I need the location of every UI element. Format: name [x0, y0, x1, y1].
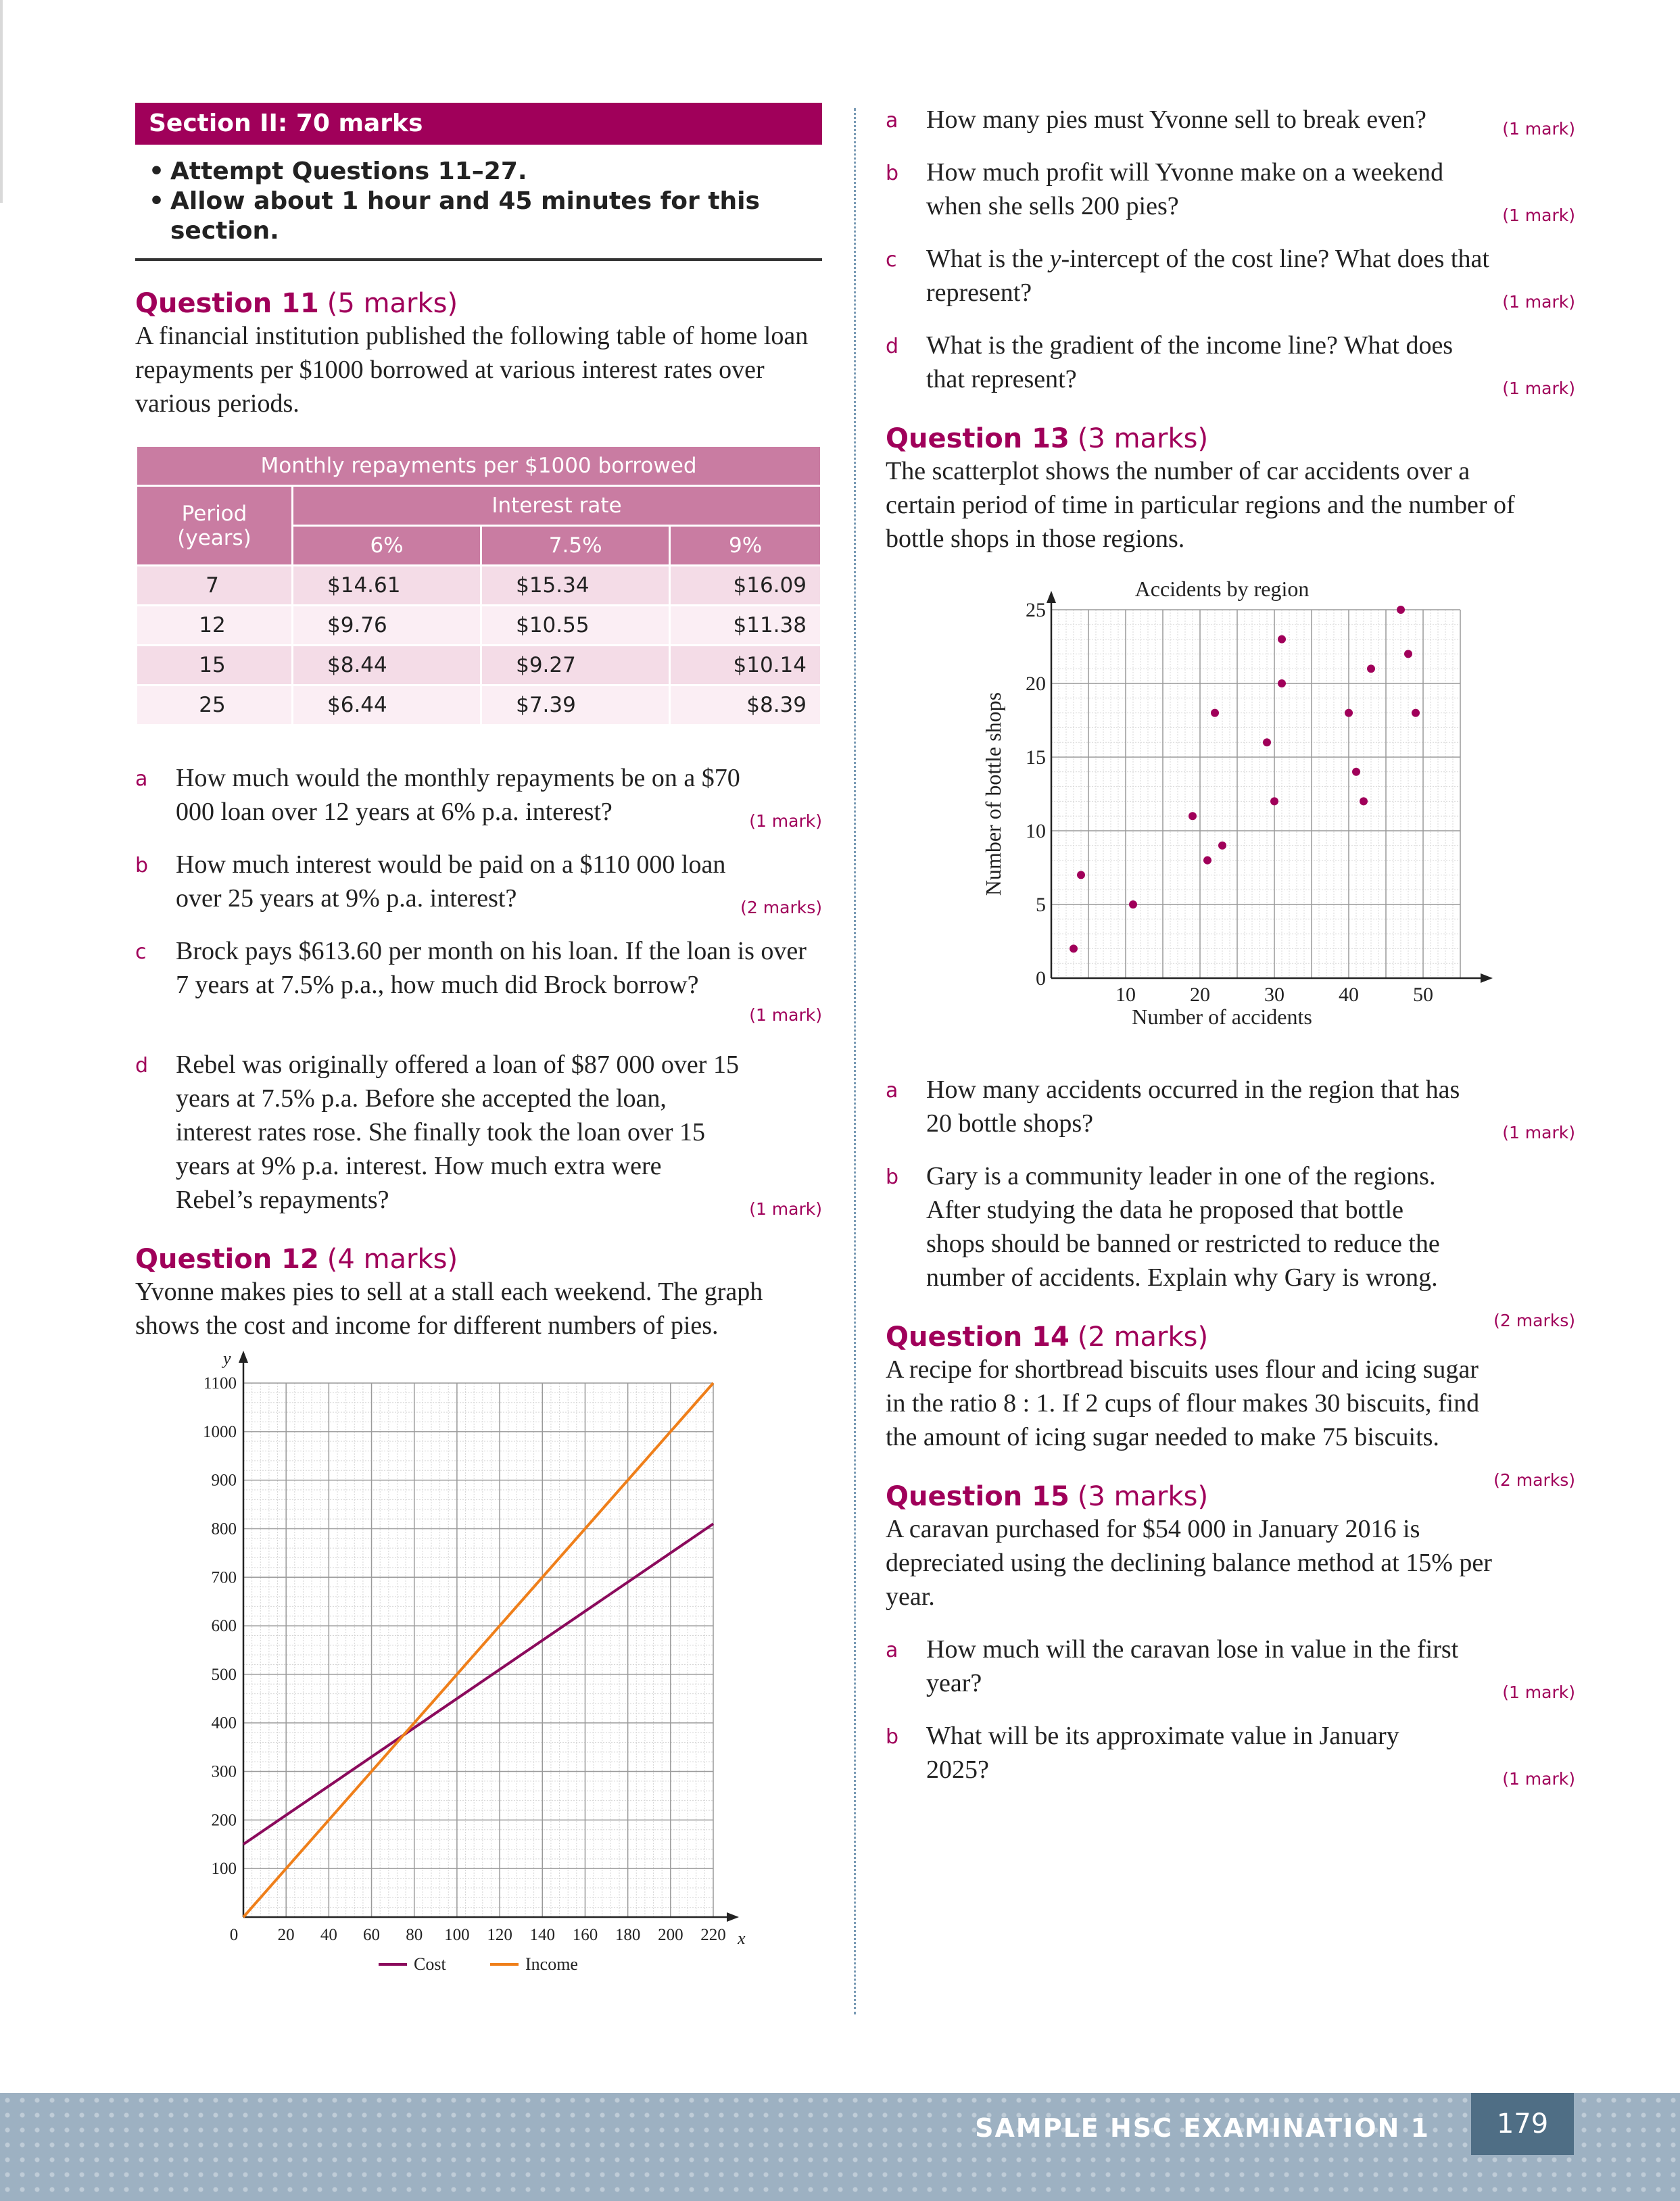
footer-title: SAMPLE HSC EXAMINATION 1 — [975, 2113, 1430, 2143]
x-tick-label: 220 — [700, 1926, 726, 1944]
part-letter: a — [886, 1639, 898, 1662]
x-tick-label: 20 — [277, 1926, 295, 1944]
q13-intro: The scatterplot shows the number of car accidents over a certain period of time in particular regions and the number of bottle shops in those regions. — [886, 457, 1515, 553]
value-cell: $8.44 — [293, 646, 481, 685]
q12-heading — [135, 1244, 822, 1275]
value-cell: $10.55 — [481, 606, 670, 646]
part-text: How much will the caravan lose in value in the first year? — [926, 1635, 1459, 1697]
period-header: Period (years) — [137, 486, 293, 566]
part-marks: (1 mark) — [1502, 292, 1575, 312]
y-tick-label: 800 — [211, 1520, 237, 1539]
q12-marks: (4 marks) — [327, 1244, 458, 1275]
value-cell: $7.39 — [481, 685, 670, 725]
x-tick-label: 10 — [1115, 984, 1136, 1006]
right-column — [886, 103, 1575, 1796]
q11-part-b — [135, 848, 822, 915]
section-instructions — [135, 157, 822, 246]
q13-heading — [886, 423, 1575, 454]
x-tick-label: 160 — [572, 1926, 598, 1944]
part-text-segment: What is the — [926, 245, 1050, 273]
part-letter: a — [886, 1079, 898, 1103]
q13-marks: (3 marks) — [1077, 423, 1209, 454]
q12-label: Question 12 — [135, 1244, 319, 1275]
part-text: How many accidents occurred in the region that has 20 bottle shops? — [926, 1075, 1460, 1138]
scatter-point — [1211, 709, 1219, 717]
value-cell: $16.09 — [670, 566, 821, 606]
table-row — [137, 606, 821, 646]
y-tick-label: 300 — [211, 1762, 237, 1781]
q15-heading — [886, 1481, 1575, 1512]
x-tick-label: 30 — [1264, 984, 1285, 1006]
x-tick-label: 80 — [406, 1926, 423, 1944]
part-marks: (1 mark) — [1502, 205, 1575, 225]
value-cell: $9.27 — [481, 646, 670, 685]
cost-income-chart-svg — [135, 1343, 822, 1971]
q14-label: Question 14 — [886, 1322, 1070, 1353]
x-tick-label: 40 — [1339, 984, 1359, 1006]
series-line-income — [243, 1383, 713, 1917]
x-tick-label: 50 — [1413, 984, 1433, 1006]
y-tick-label: 700 — [211, 1568, 237, 1587]
section-rule — [135, 258, 822, 261]
scatter-point — [1278, 679, 1286, 687]
q14-heading — [886, 1322, 1575, 1353]
cost-income-chart — [135, 1343, 822, 1975]
scatter-point — [1345, 709, 1353, 717]
y-axis-label: y — [223, 1349, 231, 1368]
scatter-point — [1070, 944, 1078, 952]
part-text-segment: -intercept of the cost line? What does that represent? — [926, 245, 1489, 307]
y-tick-label: 100 — [211, 1860, 237, 1879]
x-axis-title: Number of accidents — [1132, 1005, 1312, 1029]
footer-pattern — [0, 2093, 1680, 2201]
value-cell: $6.44 — [293, 685, 481, 725]
part-text: Brock pays $613.60 per month on his loan. If the loan is over 7 years at 7.5% p.a., how much did Brock borrow? — [176, 937, 807, 999]
value-cell: $11.38 — [670, 606, 821, 646]
x-tick-label: 20 — [1190, 984, 1210, 1006]
chart-title: Accidents by region — [1134, 577, 1310, 601]
legend-label: Cost — [414, 1954, 446, 1971]
part-text: What is the gradient of the income line? What does that represent? — [926, 331, 1454, 393]
part-text — [926, 245, 1489, 307]
x-tick-label: 200 — [658, 1926, 683, 1944]
part-letter: d — [135, 1054, 149, 1078]
scatter-point — [1189, 812, 1197, 820]
part-letter: c — [886, 248, 897, 272]
q11-label: Question 11 — [135, 288, 319, 319]
part-letter: b — [886, 162, 899, 185]
part-text: Gary is a community leader in one of the regions. After studying the data he proposed that bottle shops should be banned or restricted to reduce the number of accidents. Explain why Gary is wrong. — [926, 1162, 1440, 1292]
x-tick-label: 100 — [444, 1926, 470, 1944]
value-cell: $10.14 — [670, 646, 821, 685]
part-letter: a — [135, 767, 148, 791]
q12-part-c — [886, 242, 1575, 310]
x-tick-label: 140 — [529, 1926, 556, 1944]
part-marks: (1 mark) — [749, 811, 822, 831]
part-letter: a — [886, 109, 898, 132]
y-axis-arrow — [1047, 591, 1056, 603]
y-tick-label: 500 — [211, 1665, 237, 1684]
part-marks: (2 marks) — [1493, 1311, 1575, 1330]
y-tick-label: 1000 — [203, 1422, 237, 1441]
scatter-point — [1367, 664, 1375, 673]
q12-part-a — [886, 103, 1575, 137]
scatter-point — [1263, 738, 1271, 746]
q12-part-b — [886, 155, 1575, 223]
x-axis-arrow — [1481, 973, 1493, 983]
left-column — [135, 103, 822, 1975]
loan-repayments-table — [135, 445, 822, 726]
part-marks: (1 mark) — [1502, 379, 1575, 398]
scatter-point — [1412, 709, 1420, 717]
scatter-point — [1352, 768, 1360, 776]
q11-marks: (5 marks) — [327, 288, 458, 319]
y-tick-label: 1100 — [203, 1374, 237, 1393]
page-number: 179 — [1471, 2093, 1574, 2155]
page-edge — [0, 0, 3, 203]
y-tick-label: 600 — [211, 1617, 237, 1636]
instruction-item: • Attempt Questions 11–27. — [135, 157, 822, 187]
period-cell: 12 — [137, 606, 293, 646]
part-marks: (1 mark) — [1502, 1123, 1575, 1142]
part-marks: (1 mark) — [749, 1005, 822, 1025]
x-tick-label: 40 — [320, 1926, 337, 1944]
rate-col-header: 6% — [293, 526, 481, 566]
part-text: How much would the monthly repayments be on a $70 000 loan over 12 years at 6% p.a. interest? — [176, 764, 740, 826]
y-tick-label: 200 — [211, 1811, 237, 1830]
q13-part-b — [886, 1159, 1575, 1330]
y-tick-label: 900 — [211, 1471, 237, 1490]
q14-marks: (2 marks) — [1077, 1322, 1209, 1353]
table-row — [137, 566, 821, 606]
q15-part-b — [886, 1719, 1575, 1787]
x-tick-label: 0 — [229, 1926, 239, 1944]
section-title: Section II: 70 marks — [135, 103, 822, 145]
y-tick-label: 20 — [1026, 673, 1046, 695]
x-tick-label: 180 — [615, 1926, 641, 1944]
scatter-point — [1278, 635, 1286, 644]
table-row — [137, 685, 821, 725]
scatter-point — [1218, 842, 1226, 850]
part-letter: c — [135, 940, 147, 964]
period-cell: 15 — [137, 646, 293, 685]
rate-col-header: 7.5% — [481, 526, 670, 566]
period-cell: 7 — [137, 566, 293, 606]
accidents-scatter-svg — [886, 556, 1575, 1056]
y-tick-label: 15 — [1026, 746, 1046, 769]
value-cell: $9.76 — [293, 606, 481, 646]
part-text-italic: y — [1049, 245, 1061, 273]
y-axis-title: Number of bottle shops — [981, 692, 1005, 896]
part-text: Rebel was originally offered a loan of $87 000 over 15 years at 7.5% p.a. Before she accepted the loan, interest rates rose. She finally took the loan over 15 years at 9% p.a. interest. How much extra were Rebel’s repayments? — [176, 1050, 739, 1214]
legend-label: Income — [525, 1954, 578, 1971]
part-marks: (1 mark) — [1502, 1769, 1575, 1789]
scatter-point — [1397, 606, 1405, 614]
page-footer — [0, 2093, 1680, 2201]
q11-intro: A financial institution published the following table of home loan repayments per $1000 borrowed at various interest rates over various periods. — [135, 322, 809, 418]
column-divider — [854, 108, 856, 2014]
value-cell: $15.34 — [481, 566, 670, 606]
part-marks: (2 marks) — [1493, 1470, 1575, 1490]
q15-intro: A caravan purchased for $54 000 in January 2016 is depreciated using the declining balance method at 15% per year. — [886, 1515, 1492, 1611]
x-axis-label: x — [738, 1929, 746, 1948]
x-axis-arrow — [727, 1912, 739, 1922]
part-text: How much interest would be paid on a $110 000 loan over 25 years at 9% p.a. interest? — [176, 850, 726, 913]
part-letter: d — [886, 335, 899, 358]
scatter-point — [1203, 856, 1211, 865]
scatter-point — [1129, 900, 1137, 909]
value-cell: $8.39 — [670, 685, 821, 725]
y-tick-label: 5 — [1036, 894, 1046, 916]
rate-col-header: 9% — [670, 526, 821, 566]
value-cell: $14.61 — [293, 566, 481, 606]
q11-part-a — [135, 761, 822, 829]
q13-label: Question 13 — [886, 423, 1070, 454]
q12-part-d — [886, 329, 1575, 396]
scatter-point — [1077, 871, 1085, 879]
y-tick-label: 0 — [1036, 967, 1046, 990]
part-marks: (1 mark) — [1502, 1683, 1575, 1702]
rate-header: Interest rate — [293, 486, 821, 526]
part-marks: (1 mark) — [1502, 119, 1575, 139]
q15-marks: (3 marks) — [1077, 1481, 1209, 1512]
part-text: How much profit will Yvonne make on a weekend when she sells 200 pies? — [926, 158, 1444, 220]
part-letter: b — [886, 1165, 899, 1189]
q15-part-a — [886, 1632, 1575, 1700]
accidents-scatter-chart — [886, 556, 1575, 1059]
q11-heading — [135, 288, 822, 319]
x-tick-label: 120 — [487, 1926, 512, 1944]
q11-part-c — [135, 934, 822, 1029]
x-tick-label: 60 — [363, 1926, 381, 1944]
scatter-point — [1404, 650, 1412, 658]
y-axis-arrow — [239, 1351, 248, 1363]
period-cell: 25 — [137, 685, 293, 725]
part-marks: (1 mark) — [749, 1199, 822, 1219]
q14-body — [886, 1353, 1575, 1490]
table-title: Monthly repayments per $1000 borrowed — [137, 446, 821, 486]
y-tick-label: 25 — [1026, 599, 1046, 621]
y-tick-label: 10 — [1026, 820, 1046, 842]
q11-part-d — [135, 1048, 822, 1217]
part-letter: b — [886, 1725, 899, 1749]
scatter-point — [1360, 797, 1368, 805]
instruction-item: • Allow about 1 hour and 45 minutes for this section. — [135, 187, 822, 246]
table-row — [137, 646, 821, 685]
part-marks: (2 marks) — [740, 898, 822, 917]
scatter-point — [1270, 797, 1278, 805]
part-text: How many pies must Yvonne sell to break even? — [926, 105, 1426, 134]
part-text: What will be its approximate value in January 2025? — [926, 1722, 1399, 1784]
part-letter: b — [135, 854, 149, 877]
q12-intro: Yvonne makes pies to sell at a stall each weekend. The graph shows the cost and income for different numbers of pies. — [135, 1278, 763, 1340]
q14-text: A recipe for shortbread biscuits uses flour and icing sugar in the ratio 8 : 1. If 2 cups of flour makes 30 biscuits, find the amount of icing sugar needed to make 75 biscuits. — [886, 1355, 1480, 1451]
q15-label: Question 15 — [886, 1481, 1070, 1512]
q13-part-a — [886, 1073, 1575, 1140]
y-tick-label: 400 — [211, 1714, 237, 1733]
